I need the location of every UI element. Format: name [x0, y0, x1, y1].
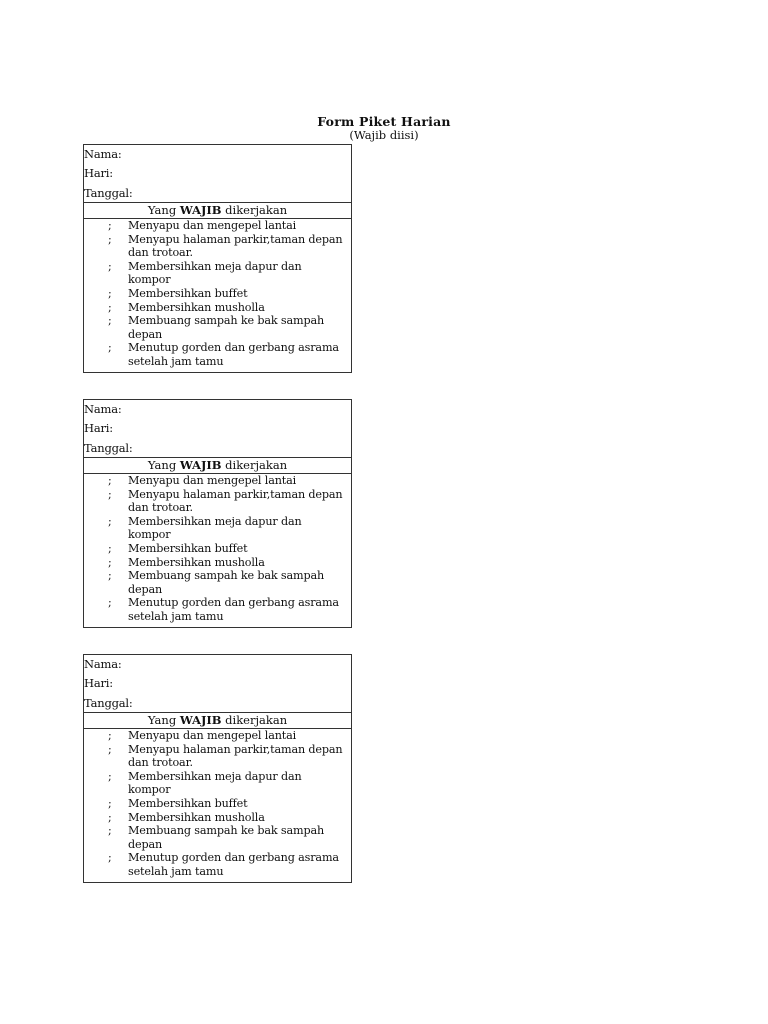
list-item: [84, 556, 351, 570]
list-item: [84, 569, 351, 596]
task-text: Menutup gorden dan gerbang asrama setelah jam tamu: [128, 341, 339, 368]
bullet-marker: ;: [108, 729, 112, 742]
list-item: [84, 729, 351, 743]
piket-form-1: [83, 144, 352, 373]
list-item: [84, 743, 351, 770]
bullet-marker: ;: [108, 300, 112, 314]
bullet-marker: ;: [108, 219, 112, 232]
list-item: [84, 542, 351, 556]
task-text: Membuang sampah ke bak sampah depan: [128, 824, 325, 851]
task-header-post: dikerjakan: [221, 203, 288, 217]
bullet-marker: ;: [108, 487, 112, 501]
task-text: Membersihkan musholla: [128, 810, 265, 824]
task-header-pre: Yang: [147, 458, 180, 472]
task-text: Membersihkan buffet: [128, 286, 248, 300]
list-item: [84, 233, 351, 260]
list-item: [84, 596, 351, 623]
hari-label: Hari:: [84, 421, 113, 435]
bullet-marker: ;: [108, 232, 112, 246]
bullet-marker: ;: [108, 341, 112, 355]
bullet-marker: ;: [108, 851, 112, 865]
nama-label: Nama:: [84, 657, 122, 671]
bullet-marker: ;: [108, 796, 112, 810]
bullet-marker: ;: [108, 742, 112, 756]
list-item: [84, 515, 351, 542]
task-header-pre: Yang: [147, 203, 180, 217]
hari-label: Hari:: [84, 676, 113, 690]
bullet-marker: ;: [108, 555, 112, 569]
task-text: Membersihkan buffet: [128, 541, 248, 555]
task-text: Menutup gorden dan gerbang asrama setelah jam tamu: [128, 596, 339, 623]
tanggal-label: Tanggal:: [84, 186, 133, 200]
list-item: [84, 797, 351, 811]
task-header: [84, 457, 351, 474]
piket-form-2: [83, 399, 352, 628]
task-text: Menyapu halaman parkir,taman depan dan trotoar.: [128, 487, 343, 515]
list-item: [84, 770, 351, 797]
page-title: Form Piket Harian: [317, 114, 451, 129]
bullet-marker: ;: [108, 769, 112, 783]
task-header-pre: Yang: [147, 713, 180, 727]
task-text: Menyapu dan mengepel lantai: [128, 729, 297, 742]
task-text: Membersihkan musholla: [128, 300, 265, 314]
task-text: Membuang sampah ke bak sampah depan: [128, 314, 325, 341]
nama-label: Nama:: [84, 147, 122, 161]
list-item: [84, 811, 351, 825]
tanggal-label: Tanggal:: [84, 696, 133, 710]
page-subtitle: (Wajib diisi): [349, 128, 419, 142]
task-text: Membuang sampah ke bak sampah depan: [128, 569, 325, 596]
piket-form-3: [83, 654, 352, 883]
list-item: [84, 287, 351, 301]
task-list: [84, 219, 351, 369]
list-item: [84, 260, 351, 287]
task-text: Membersihkan musholla: [128, 555, 265, 569]
bullet-marker: ;: [108, 569, 112, 583]
task-text: Membersihkan meja dapur dan kompor: [128, 769, 302, 797]
task-header-bold: WAJIB: [179, 713, 222, 727]
task-text: Menyapu halaman parkir,taman depan dan trotoar.: [128, 232, 343, 260]
bullet-marker: ;: [108, 259, 112, 273]
bullet-marker: ;: [108, 474, 112, 487]
task-header: [84, 202, 351, 219]
task-list: [84, 729, 351, 879]
bullet-marker: ;: [108, 596, 112, 610]
task-header: [84, 712, 351, 729]
task-text: Menyapu dan mengepel lantai: [128, 219, 297, 232]
task-text: Membersihkan meja dapur dan kompor: [128, 259, 302, 287]
task-text: Membersihkan meja dapur dan kompor: [128, 514, 302, 542]
list-item: [84, 314, 351, 341]
list-item: [84, 219, 351, 233]
bullet-marker: ;: [108, 810, 112, 824]
bullet-marker: ;: [108, 824, 112, 838]
task-text: Menyapu halaman parkir,taman depan dan trotoar.: [128, 742, 343, 770]
task-text: Menutup gorden dan gerbang asrama setelah jam tamu: [128, 851, 339, 878]
list-item: [84, 488, 351, 515]
bullet-marker: ;: [108, 514, 112, 528]
tanggal-label: Tanggal:: [84, 441, 133, 455]
list-item: [84, 341, 351, 368]
list-item: [84, 824, 351, 851]
list-item: [84, 851, 351, 878]
list-item: [84, 474, 351, 488]
bullet-marker: ;: [108, 314, 112, 328]
task-header-post: dikerjakan: [221, 458, 288, 472]
list-item: [84, 301, 351, 315]
bullet-marker: ;: [108, 286, 112, 300]
task-text: Menyapu dan mengepel lantai: [128, 474, 297, 487]
task-header-bold: WAJIB: [179, 458, 222, 472]
bullet-marker: ;: [108, 541, 112, 555]
task-list: [84, 474, 351, 624]
hari-label: Hari:: [84, 166, 113, 180]
task-header-bold: WAJIB: [179, 203, 222, 217]
task-text: Membersihkan buffet: [128, 796, 248, 810]
task-header-post: dikerjakan: [221, 713, 288, 727]
nama-label: Nama:: [84, 402, 122, 416]
